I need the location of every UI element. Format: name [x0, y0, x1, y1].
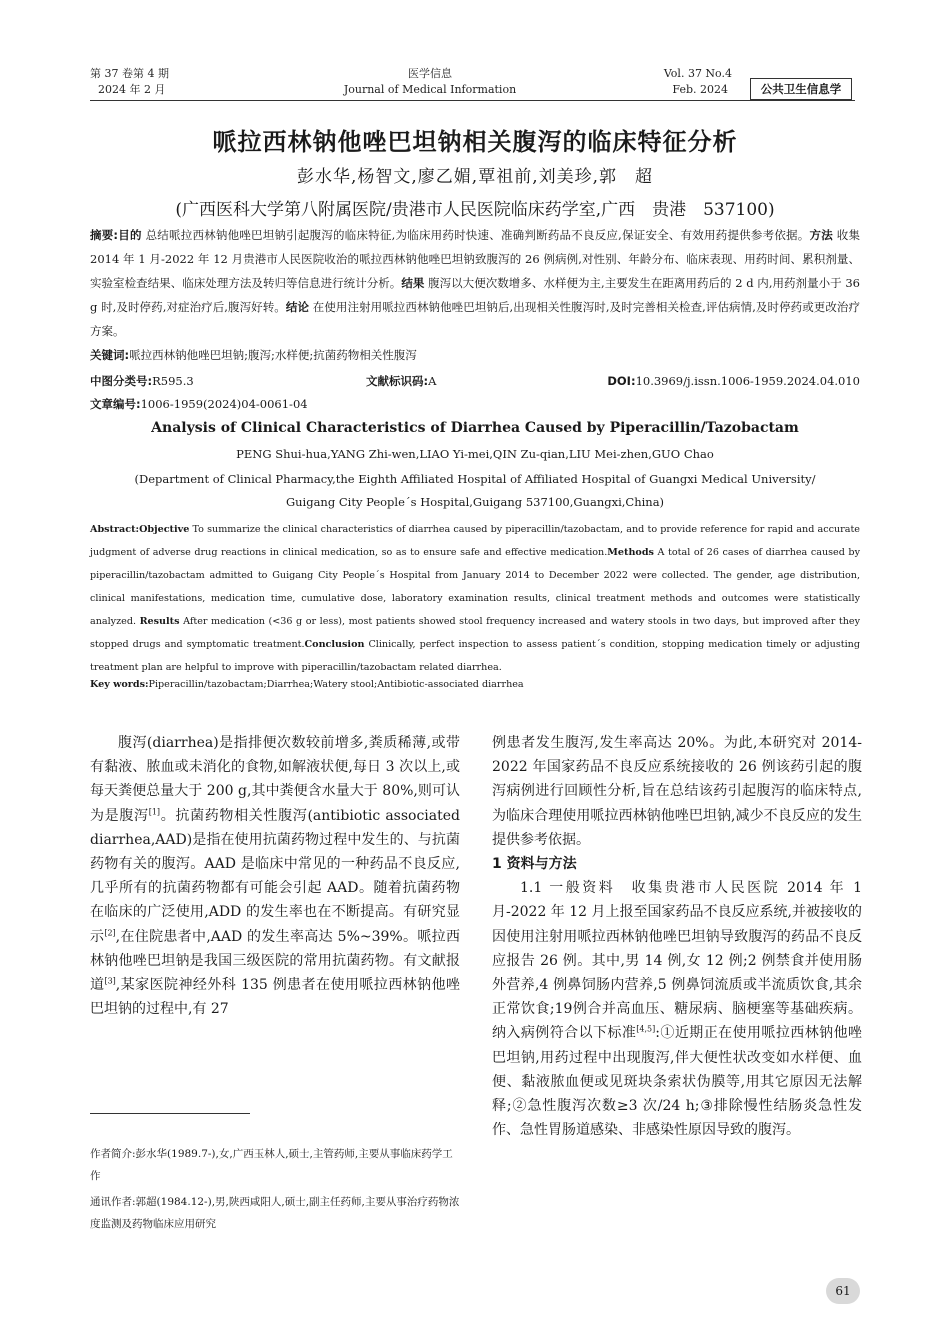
results-label-en: Results — [139, 616, 180, 627]
doc-label: 文献标识码: — [366, 374, 429, 388]
methods-text-cn: 收集 2014 年 1 月-2022 年 12 月贵港市人民医院收治的哌拉西林钠他唑巴坦钠致腹泻的 26 例病例,对性别、年龄分布、临床表现、用药时间、累积剂量、实验室检查结果、临床处理方法及转归等信息进行统计分析。 — [90, 228, 861, 290]
keywords-cn — [90, 346, 860, 364]
conclusion-label-cn: 结论 — [285, 300, 310, 314]
article-number-value: 1006-1959(2024)04-0061-04 — [140, 397, 308, 411]
header-date-en: Feb. 2024 — [672, 83, 728, 96]
article-title-cn: 哌拉西林钠他唑巴坦钠相关腹泻的临床特征分析 — [212, 128, 738, 156]
results-text-en: After medication (<36 g or less), most patients showed stool frequency increased and watery stools in two days, but improved after they stopped drugs and symptomatic treatment. — [90, 616, 860, 650]
intro-text-4: ,某家医院神经外科 135 例患者在使用哌拉西林钠他唑巴坦钠的过程中,有 27 — [90, 977, 461, 1018]
results-label-cn: 结果 — [401, 276, 425, 290]
section-heading-methods: 1 资料与方法 — [492, 856, 577, 873]
header-volume-cn: 第 37 卷第 4 期 — [90, 67, 169, 80]
article-number — [90, 395, 308, 413]
keywords-cn-text: 哌拉西林钠他唑巴坦钠;腹泻;水样便;抗菌药物相关性腹泻 — [129, 348, 417, 362]
citation-3[interactable]: [3] — [104, 976, 116, 986]
doc-value: A — [428, 374, 437, 388]
intro-continuation: 例患者发生腹泻,发生率高达 20%。为此,本研究对 2014-2022 年国家药品不良反应系统接收的 26 例该药引起的腹泻病例进行回顾性分析,旨在总结该药引起腹泻的临床特点,为临床合理使用哌拉西林钠他唑巴坦钠,减少不良反应的发生提供参考依据。 — [492, 735, 862, 848]
clc-label: 中图分类号: — [90, 374, 153, 388]
document-code — [366, 372, 436, 390]
affiliation-en-line2: Guigang City People´s Hospital,Guigang 537100,Guangxi,China) — [285, 495, 665, 509]
methods-label-en: Methods — [607, 547, 654, 558]
results-text-cn: 腹泻以大便次数增多、水样便为主,主要发生在距离用药后的 2 d 内,用药剂量小于 36 g 时,及时停药,对症治疗后,腹泻好转。 — [90, 276, 861, 314]
general-data-text-1: 1.1 一般资料 收集贵港市人民医院 2014 年 1 月-2022 年 12 月上报至国家药品不良反应系统,并被接收的因使用注射用哌拉西林钠他唑巴坦钠导致腹泻的药品不良反应报告 26 例。其中,男 14 例,女 12 例;2 例禁食并使用肠外营养,4 例鼻饲肠内营养,5 例鼻饲流质或半流质饮食,其余正常饮食;19例合并高血压、糖尿病、脑梗塞等基础疾病。纳入病例符合以下标准 — [492, 880, 862, 1042]
doi-value: 10.3969/j.issn.1006-1959.2024.04.010 — [635, 374, 860, 388]
section-tag: 公共卫生信息学 — [750, 78, 852, 100]
general-data-paragraph — [492, 876, 862, 1142]
keywords-cn-label: 关键词: — [90, 348, 130, 362]
page-number: 61 — [826, 1278, 860, 1304]
clc-number — [90, 372, 194, 390]
intro-text-3: ,在住院患者中,AAD 的发生率高达 5%~39%。哌拉西林钠他唑巴坦钠是我国三级医院的常用抗菌药物。有文献报道 — [90, 928, 461, 994]
intro-paragraph — [90, 731, 460, 1021]
citation-4-5[interactable]: [4,5] — [636, 1024, 656, 1034]
objective-label-en: Objective — [139, 524, 190, 535]
affiliation-cn: (广西医科大学第八附属医院/贵港市人民医院临床药学室,广西 贵港 537100) — [175, 200, 775, 220]
abstract-cn-label: 摘要: — [90, 228, 119, 242]
body-left-column — [90, 731, 460, 1021]
conclusion-text-cn: 在使用注射用哌拉西林钠他唑巴坦钠后,出现相关性腹泻时,及时完善相关检查,评估病情,及时停药或更改治疗方案。 — [90, 300, 861, 338]
affiliation-en-line1: (Department of Clinical Pharmacy,the Eighth Affiliated Hospital of Affiliated Hospital of Guangxi Medical University/ — [134, 472, 816, 486]
objective-text-en: To summarize the clinical characteristics of diarrhea caused by piperacillin/tazobactam, and to provide reference for rapid and accurate judgment of adverse drug reactions in clinical medication, so as to ensure safe and effective medication. — [90, 524, 860, 558]
conclusion-label-en: Conclusion — [304, 639, 365, 650]
keywords-en-text: Piperacillin/tazobactam;Diarrhea;Watery stool;Antibiotic-associated diarrhea — [148, 679, 524, 690]
clc-value: R595.3 — [152, 374, 194, 388]
authors-en: PENG Shui-hua,YANG Zhi-wen,LIAO Yi-mei,QIN Zu-qian,LIU Mei-zhen,GUO Chao — [236, 447, 714, 461]
body-right-column — [492, 731, 862, 1142]
authors-cn: 彭水华,杨智文,廖乙媚,覃祖前,刘美珍,郭 超 — [296, 167, 654, 187]
methods-label-cn: 方法 — [809, 228, 833, 242]
header-volume-en: Vol. 37 No.4 — [663, 67, 732, 80]
abstract-en-label: Abstract: — [90, 524, 140, 535]
intro-text-1: 腹泻(diarrhea)是指排便次数较前增多,粪质稀薄,或带有黏液、脓血或未消化的食物,如解液状便,每日 3 次以上,或每天粪便总量大于 200 g,其中粪便含水量大于 80%,则可认为是腹泻 — [90, 735, 460, 824]
abstract-cn — [90, 223, 860, 343]
header-rule — [90, 100, 855, 101]
objective-label-cn: 目的 — [118, 228, 142, 242]
doi-label: DOI: — [607, 374, 636, 388]
footnote-corresponding: 通讯作者:郭超(1984.12-),男,陕西咸阳人,硕士,副主任药师,主要从事治疗药物浓度监测及药物临床应用研究 — [90, 1196, 460, 1230]
keywords-en — [90, 679, 524, 690]
header-date-cn: 2024 年 2 月 — [98, 83, 166, 96]
objective-text-cn: 总结哌拉西林钠他唑巴坦钠引起腹泻的临床特征,为临床用药时快速、准确判断药品不良反应,保证安全、有效用药提供参考依据。 — [145, 228, 810, 242]
methods-text-en: A total of 26 cases of diarrhea caused by piperacillin/tazobactam admitted to Guigang City People´s Hospital from January 2014 to December 2022 were collected. The gender, age distribution, clinical manifestations, medication time, cumulative dose, laboratory examination results, clinical treatment methods and outcomes were statistically analyzed. — [90, 547, 860, 627]
header-journal-en: Journal of Medical Information — [343, 83, 517, 96]
doi — [560, 372, 860, 390]
citation-2[interactable]: [2] — [104, 927, 116, 937]
intro-text-2: 。抗菌药物相关性腹泻(antibiotic associated diarrhea,AAD)是指在使用抗菌药物过程中发生的、与抗菌药物有关的腹泻。AAD 是临床中常见的一种药品不良反应,几乎所有的抗菌药物都有可能会引起 AAD。随着抗菌药物在临床的广泛使用,ADD 的发生率也在不断提高。有研究显示 — [90, 807, 461, 945]
conclusion-text-en: Clinically, perfect inspection to assess patient´s condition, stopping medication timely or adjusting treatment plan are helpful to improve with piperacillin/tazobactam related diarrhea. — [90, 639, 860, 673]
article-number-label: 文章编号: — [90, 397, 141, 411]
header-journal-cn: 医学信息 — [408, 67, 452, 80]
footnote-author: 作者简介:彭水华(1989.7-),女,广西玉林人,硕士,主管药师,主要从事临床药学工作 — [90, 1148, 453, 1182]
abstract-en — [90, 518, 860, 679]
citation-1[interactable]: [1] — [148, 806, 161, 816]
keywords-en-label: Key words: — [90, 679, 149, 690]
article-title-en: Analysis of Clinical Characteristics of Diarrhea Caused by Piperacillin/Tazobactam — [151, 420, 799, 436]
footnote-rule — [90, 1113, 250, 1114]
general-data-text-2: :①近期正在使用哌拉西林钠他唑巴坦钠,用药过程中出现腹泻,伴大便性状改变如水样便、血便、黏液脓血便或见斑块条索状伪膜等,用其它原因无法解释;②急性腹泻次数≥3 次/24 h;③排除慢性结肠炎急性发作、急性胃肠道感染、非感染性原因导致的腹泻。 — [492, 1025, 862, 1139]
